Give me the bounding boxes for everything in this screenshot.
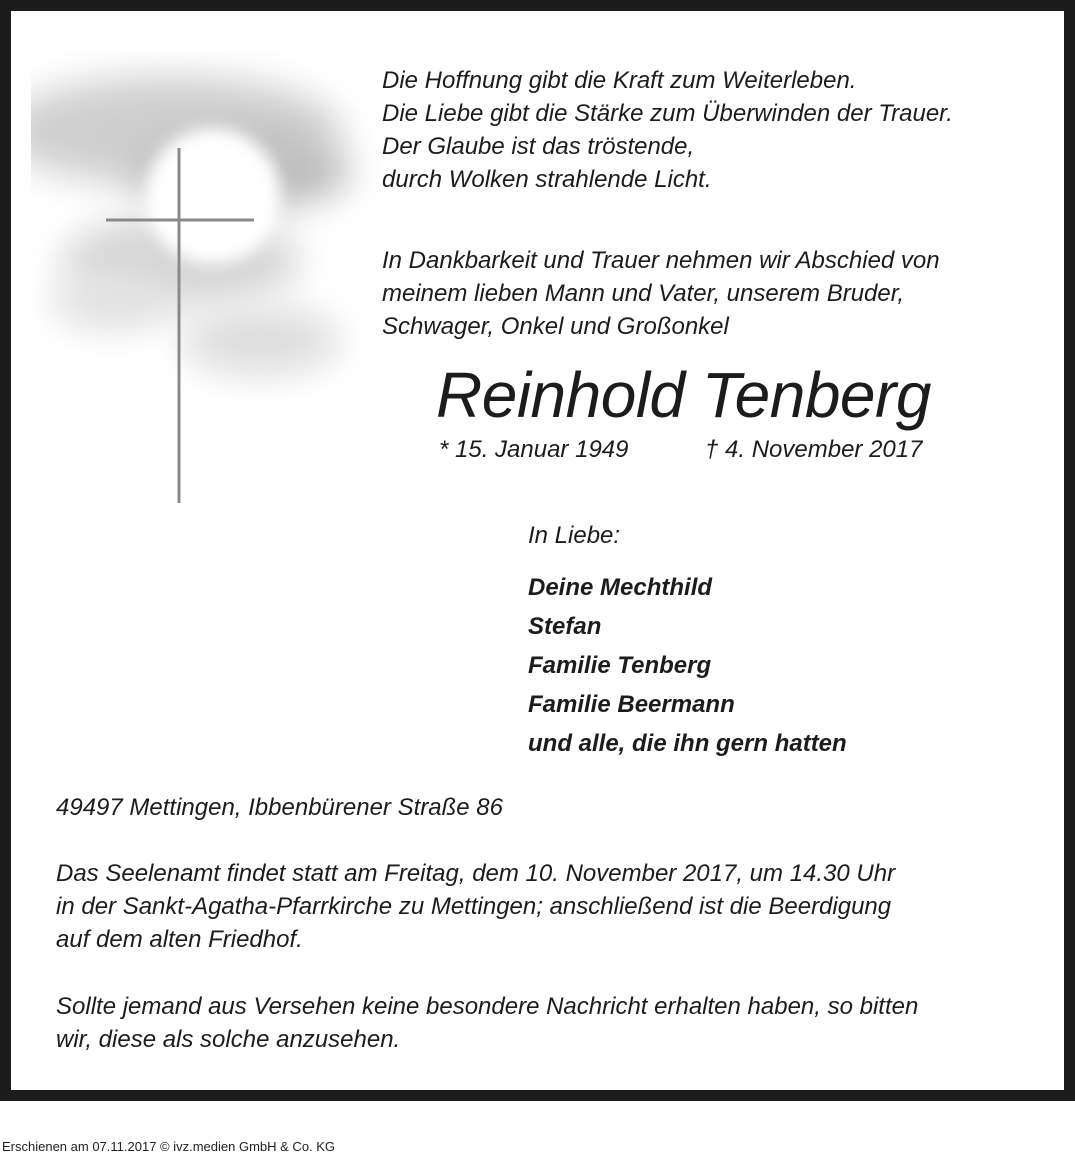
service-paragraph bbox=[56, 857, 1015, 956]
cross-moon-clouds-artwork bbox=[31, 51, 391, 521]
deceased-name: Reinhold Tenberg bbox=[436, 359, 931, 431]
motto-line: Die Liebe gibt die Stärke zum Überwinden der Trauer. bbox=[382, 100, 953, 127]
publication-footer: Erschienen am 07.11.2017 © ivz.medien GmbH & Co. KG bbox=[2, 1139, 336, 1154]
mourner-name: Familie Tenberg bbox=[528, 652, 712, 679]
mourners-list bbox=[528, 568, 847, 763]
mourner-name: und alle, die ihn gern hatten bbox=[528, 730, 847, 757]
service-line: auf dem alten Friedhof. bbox=[56, 926, 303, 953]
moon-icon bbox=[145, 128, 281, 264]
mourner-name: Deine Mechthild bbox=[528, 574, 713, 601]
announcement-line: meinem lieben Mann und Vater, unserem Bruder, bbox=[382, 280, 905, 307]
mourner-name: Familie Beermann bbox=[528, 691, 735, 718]
announcement-paragraph bbox=[382, 244, 1026, 343]
announcement-line: In Dankbarkeit und Trauer nehmen wir Abschied von bbox=[382, 247, 940, 274]
motto-verse bbox=[382, 64, 1042, 196]
notice-line: Sollte jemand aus Versehen keine besondere Nachricht erhalten haben, so bitten bbox=[56, 993, 919, 1020]
mourners-intro: In Liebe: bbox=[528, 522, 621, 549]
service-line: in der Sankt-Agatha-Pfarrkirche zu Mettingen; anschließend ist die Beerdigung bbox=[56, 893, 892, 920]
service-line: Das Seelenamt findet statt am Freitag, dem 10. November 2017, um 14.30 Uhr bbox=[56, 860, 896, 887]
birth-date: * 15. Januar 1949 bbox=[439, 436, 629, 463]
motto-line: Der Glaube ist das tröstende, bbox=[382, 133, 695, 160]
motto-line: durch Wolken strahlende Licht. bbox=[382, 166, 712, 193]
death-date: † 4. November 2017 bbox=[705, 436, 923, 463]
notice-line: wir, diese als solche anzusehen. bbox=[56, 1026, 401, 1053]
address: 49497 Mettingen, Ibbenbürener Straße 86 bbox=[56, 794, 503, 821]
notice-paragraph bbox=[56, 990, 1015, 1056]
announcement-line: Schwager, Onkel und Großonkel bbox=[382, 313, 729, 340]
motto-line: Die Hoffnung gibt die Kraft zum Weiterleben. bbox=[382, 67, 857, 94]
mourner-name: Stefan bbox=[528, 613, 602, 640]
